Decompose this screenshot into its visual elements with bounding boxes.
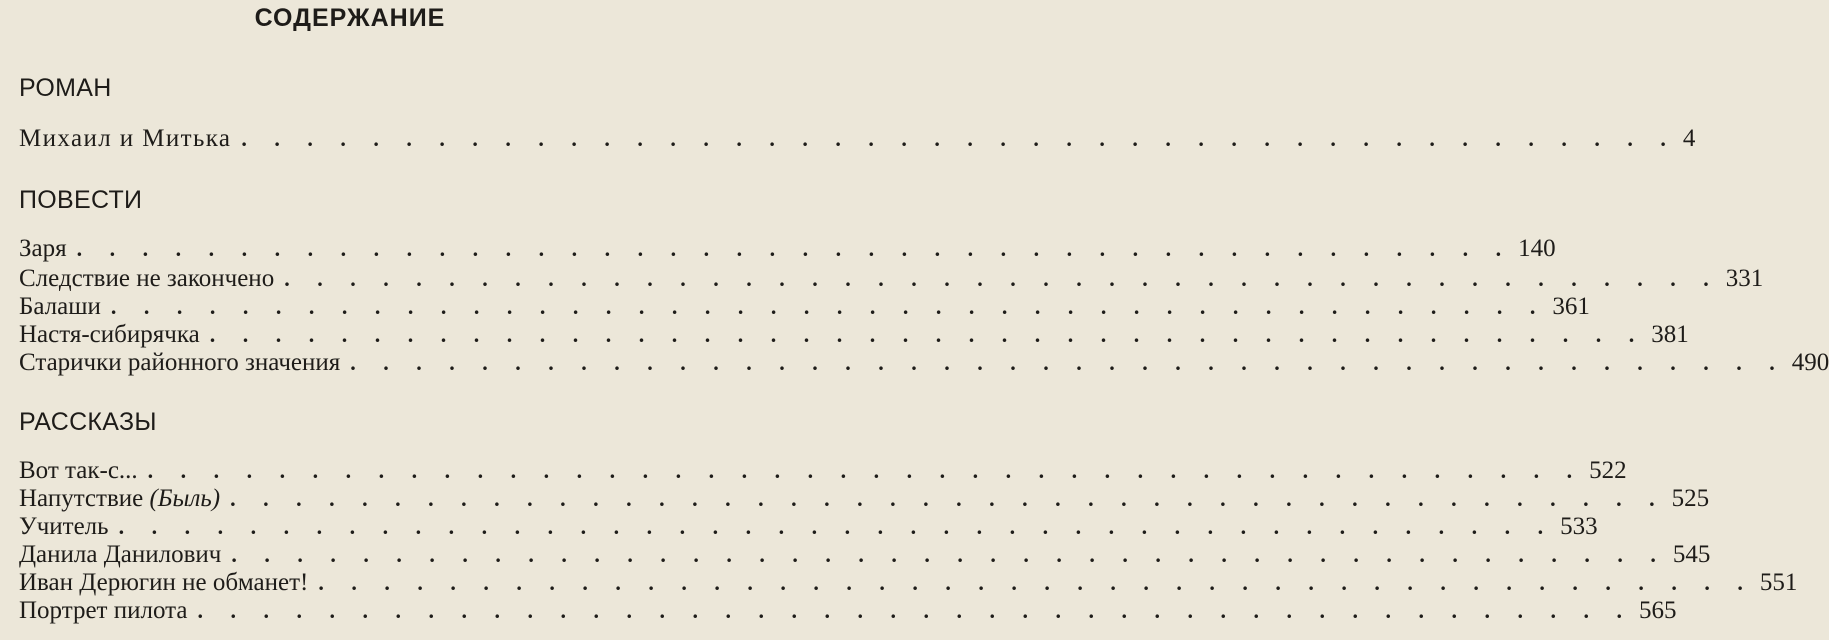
entry-title: Данила Данилович (19, 541, 222, 568)
page-number: 140 (1518, 235, 1556, 262)
dot-leader: . . . . . . . . . . . . . . . . . . . . . . . . . . . . . . . . . . . . . . . . . . . . (241, 126, 1677, 151)
entry-title-text: Напутствие (19, 485, 144, 512)
dot-leader: . . . . . . . . . . . . . . . . . . . . . . . . . . . . . . . . . . . . . . . . . . . . (76, 236, 1513, 261)
toc-entry[interactable] (19, 124, 1696, 154)
toc-entry[interactable] (19, 540, 1711, 570)
page-number: 4 (1682, 125, 1696, 152)
page-number: 565 (1638, 597, 1677, 624)
entry-title: Настя-сибирячка (19, 321, 200, 348)
toc-entry[interactable] (19, 320, 1689, 350)
page-number: 545 (1672, 541, 1711, 568)
toc-entry[interactable] (19, 348, 1829, 378)
dot-leader: . . . . . . . . . . . . . . . . . . . . . . . . . . . . . . . . . . . . . . . . . . . . (318, 570, 1754, 595)
toc-entry[interactable] (19, 264, 1764, 294)
entry-title (19, 484, 220, 514)
entry-title: Вот так-с... (19, 457, 138, 484)
page-number: 551 (1759, 569, 1798, 596)
entry-title: Михаил и Митька (19, 125, 232, 152)
entry-title: Заря (19, 235, 67, 262)
dot-leader: . . . . . . . . . . . . . . . . . . . . . . . . . . . . . . . . . . . . . . . . . . . . (197, 598, 1633, 623)
page-number: 381 (1651, 321, 1689, 348)
page-number: 525 (1671, 485, 1710, 512)
page-number: 331 (1725, 265, 1764, 292)
dot-leader: . . . . . . . . . . . . . . . . . . . . . . . . . . . . . . . . . . . . . . . . . . . . (147, 458, 1584, 483)
dot-leader: . . . . . . . . . . . . . . . . . . . . . . . . . . . . . . . . . . . . . . . . . . . . (284, 266, 1720, 291)
page-number: 533 (1560, 513, 1598, 540)
page-title: СОДЕРЖАНИЕ (254, 4, 446, 32)
entry-title: Старички районного значения (19, 349, 341, 376)
toc-entry[interactable] (19, 456, 1627, 486)
dot-leader: . . . . . . . . . . . . . . . . . . . . . . . . . . . . . . . . . . . . . . . . . . . . (230, 486, 1666, 511)
dot-leader: . . . . . . . . . . . . . . . . . . . . . . . . . . . . . . . . . . . . . . . . . . . . (118, 514, 1555, 539)
dot-leader: . . . . . . . . . . . . . . . . . . . . . . . . . . . . . . . . . . . . . . . . . . . . (209, 322, 1646, 347)
section-heading-novellas: ПОВЕСТИ (19, 186, 143, 214)
toc-entry[interactable] (19, 234, 1556, 264)
dot-leader: . . . . . . . . . . . . . . . . . . . . . . . . . . . . . . . . . . . . . . . . . . . . (231, 542, 1667, 567)
entry-title: Балаши (19, 293, 101, 320)
toc-entry[interactable] (19, 484, 1710, 514)
dot-leader: . . . . . . . . . . . . . . . . . . . . . . . . . . . . . . . . . . . . . . . . . . . . (110, 294, 1547, 319)
toc-entry[interactable] (19, 292, 1590, 322)
page-number: 361 (1552, 293, 1590, 320)
entry-title-note: (Быль) (149, 485, 221, 512)
toc-entry[interactable] (19, 568, 1798, 598)
section-heading-stories: РАССКАЗЫ (19, 408, 157, 436)
toc-entry[interactable] (19, 596, 1677, 626)
toc-entry[interactable] (19, 512, 1598, 542)
entry-title: Портрет пилота (19, 597, 188, 624)
page-number: 522 (1589, 457, 1627, 484)
page-number: 490 (1791, 349, 1829, 376)
entry-title: Иван Дерюгин не обманет! (19, 569, 309, 596)
dot-leader: . . . . . . . . . . . . . . . . . . . . . . . . . . . . . . . . . . . . . . . . . . . . (350, 350, 1786, 375)
section-heading-novel: РОМАН (19, 74, 112, 102)
entry-title: Учитель (19, 513, 109, 540)
entry-title: Следствие не закончено (19, 265, 275, 292)
